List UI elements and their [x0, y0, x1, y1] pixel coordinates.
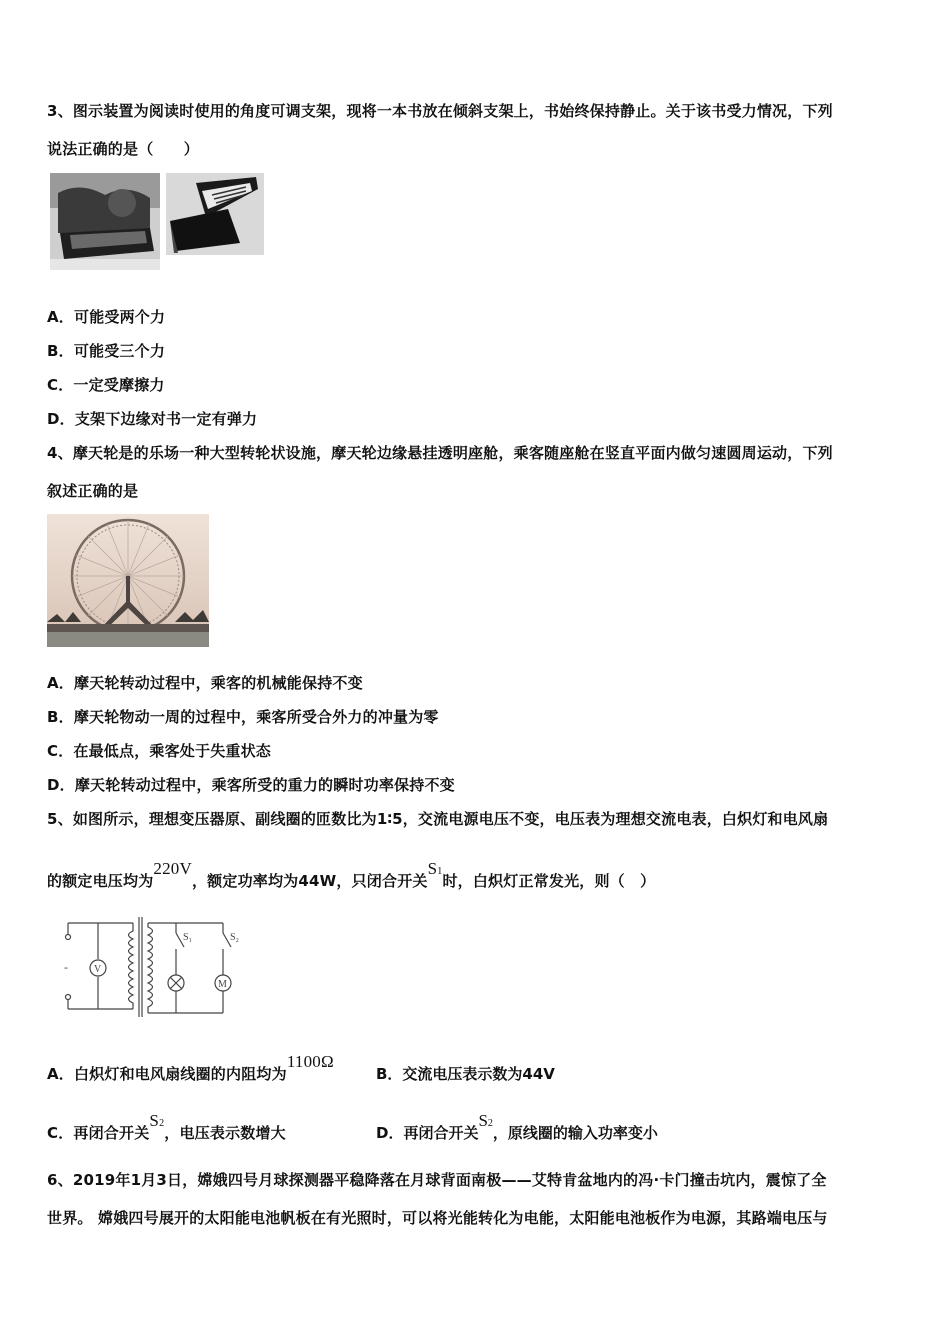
q5-option-c	[47, 1111, 286, 1146]
switch-s2-formula-c	[149, 1111, 164, 1130]
q4-option-c: C．在最低点，乘客处于失重状态	[47, 742, 272, 760]
q5-stem-line1: 5、如图所示，理想变压器原、副线圈的匝数比为1∶5，交流电源电压不变，电压表为理想交流电表，白炽灯和电风扇	[47, 810, 829, 828]
q6-stem-line1: 6、2019年1月3日，嫦娥四号月球探测器平稳降落在月球背面南极——艾特肯盆地内的冯·卡门撞击坑内，震惊了全	[47, 1171, 827, 1189]
q5-option-d	[376, 1111, 658, 1146]
q5-option-c-text-b: ，电压表示数增大	[164, 1124, 286, 1142]
q4-stem-line2: 叙述正确的是	[47, 482, 139, 500]
q5-option-b: B．交流电压表示数为44V	[376, 1065, 555, 1083]
ferris-wheel-photo	[47, 514, 209, 647]
transformer-circuit-diagram	[58, 913, 248, 1023]
source-minus-label: -	[64, 960, 68, 974]
q5-option-d-text-a: D．再闭合开关	[376, 1124, 479, 1142]
voltage-formula: 220V	[153, 859, 192, 878]
voltmeter-label: V	[94, 964, 102, 975]
q5-stem-text-b: ，额定功率均为44W，只闭合开关	[191, 872, 428, 890]
q5-option-c-text-a: C．再闭合开关	[47, 1124, 150, 1142]
book-stand-photo-1	[50, 173, 160, 270]
q3-stem-line1: 3、图示装置为阅读时使用的角度可调支架，现将一本书放在倾斜支架上，书始终保持静止。关于该书受力情况，下列	[47, 102, 833, 120]
switch-s1-letter: S	[427, 859, 438, 878]
switch-s2-formula-d	[478, 1111, 492, 1130]
q5-option-d-text-b: ，原线圈的输入功率变小	[492, 1124, 658, 1142]
q5-stem-line2	[47, 859, 656, 894]
q4-stem-line1: 4、摩天轮是的乐场一种大型转轮状设施，摩天轮边缘悬挂透明座舱，乘客随座舱在竖直平面内做匀速圆周运动，下列	[47, 444, 833, 462]
switch-s1-formula	[428, 859, 443, 878]
q5-option-a	[47, 1052, 334, 1084]
q5-stem-text-a: 的额定电压均为	[47, 872, 154, 890]
switch-s2-letter-d: S	[478, 1111, 488, 1130]
book-stand-photo-2	[166, 173, 264, 255]
q6-stem-line2: 世界。 嫦娥四号展开的太阳能电池帆板在有光照时，可以将光能转化为电能，太阳能电池板作为电源，其路端电压与	[47, 1209, 828, 1227]
q3-option-a: A．可能受两个力	[47, 308, 166, 326]
q3-option-c: C．一定受摩擦力	[47, 376, 165, 394]
motor-label: M	[218, 979, 227, 990]
switch-s2-label: S₂	[230, 932, 240, 943]
switch-s1-label: S₁	[183, 932, 193, 943]
q5-stem-text-c: 时，白炽灯正常发光，则（ ）	[442, 872, 656, 890]
switch-s2-letter-c: S	[149, 1111, 160, 1130]
q3-option-b: B．可能受三个力	[47, 342, 166, 360]
q4-option-d: D．摩天轮转动过程中，乘客所受的重力的瞬时功率保持不变	[47, 776, 455, 794]
q3-option-d: D．支架下边缘对书一定有弹力	[47, 410, 258, 428]
switch-s2-subscript-c: 2	[159, 1118, 165, 1129]
switch-s2-subscript-d: 2	[487, 1118, 493, 1129]
resistance-formula: 1100Ω	[286, 1052, 334, 1071]
switch-s1-subscript: 1	[437, 866, 443, 877]
q4-option-a: A．摩天轮转动过程中，乘客的机械能保持不变	[47, 674, 363, 692]
q3-stem-line2: 说法正确的是（ ）	[47, 140, 200, 158]
q5-option-a-text: A．白炽灯和电风扇线圈的内阻均为	[47, 1065, 287, 1083]
q4-option-b: B．摩天轮物动一周的过程中，乘客所受合外力的冲量为零	[47, 708, 439, 726]
